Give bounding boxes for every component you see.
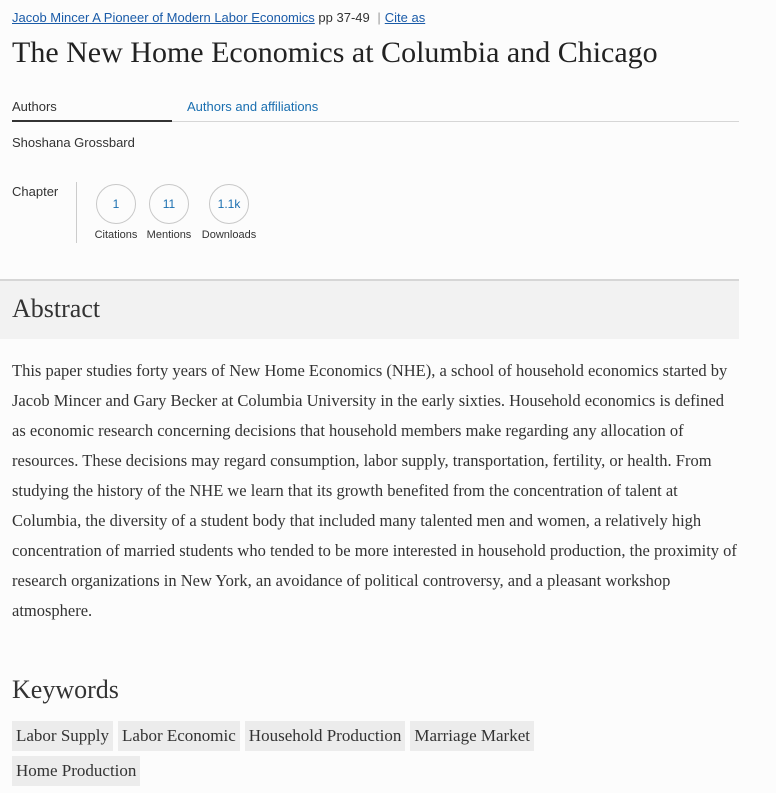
tab-authors-affiliations[interactable]: Authors and affiliations (187, 99, 319, 114)
abstract-heading: Abstract (12, 294, 101, 323)
breadcrumb (12, 10, 425, 25)
downloads-label: Downloads (201, 229, 257, 241)
keyword-marriage-market[interactable]: Marriage Market (410, 721, 534, 751)
mentions-count[interactable]: 11 (149, 184, 189, 224)
keyword-labor-economic[interactable]: Labor Economic (118, 721, 240, 751)
metric-mentions (139, 184, 199, 241)
metric-downloads (199, 184, 259, 241)
tab-authors[interactable]: Authors (12, 99, 172, 122)
author-name: Shoshana Grossbard (12, 135, 135, 150)
author-tabs (12, 96, 739, 122)
metrics-divider (76, 182, 77, 243)
citations-label: Citations (94, 229, 138, 241)
metrics-label: Chapter (12, 184, 59, 199)
downloads-count[interactable]: 1.1k (209, 184, 249, 224)
cite-as-link[interactable]: Cite as (384, 10, 426, 25)
citations-count[interactable]: 1 (96, 184, 136, 224)
breadcrumb-separator: | (377, 10, 381, 25)
abstract-header-band (0, 279, 739, 339)
keyword-household-production[interactable]: Household Production (245, 721, 406, 751)
mentions-label: Mentions (146, 229, 192, 241)
page-title: The New Home Economics at Columbia and Chicago (12, 36, 658, 69)
metric-citations (86, 184, 146, 241)
keyword-home-production[interactable]: Home Production (12, 756, 140, 786)
keyword-list (12, 721, 632, 791)
keyword-labor-supply[interactable]: Labor Supply (12, 721, 113, 751)
book-link[interactable]: Jacob Mincer A Pioneer of Modern Labor Economics (12, 10, 315, 25)
page-range: pp 37-49 (318, 10, 370, 25)
keywords-heading: Keywords (12, 675, 119, 704)
abstract-text: This paper studies forty years of New Home Economics (NHE), a school of household economics started by Jacob Mincer and Gary Becker at Columbia University in the early sixties. Household economics is defined as economic research concerning decisions that household members make regarding any allocation of resources. These decisions may regard consumption, labor supply, transportation, fertility, or health. From studying the history of the NHE we learn that its growth benefited from the concentration of talent at Columbia, the diversity of a student body that included many talented men and women, a relatively high concentration of married students who tended to be more interested in household production, the proximity of research organizations in New York, an avoidance of political controversy, and a pleasant workshop atmosphere. (12, 361, 737, 620)
